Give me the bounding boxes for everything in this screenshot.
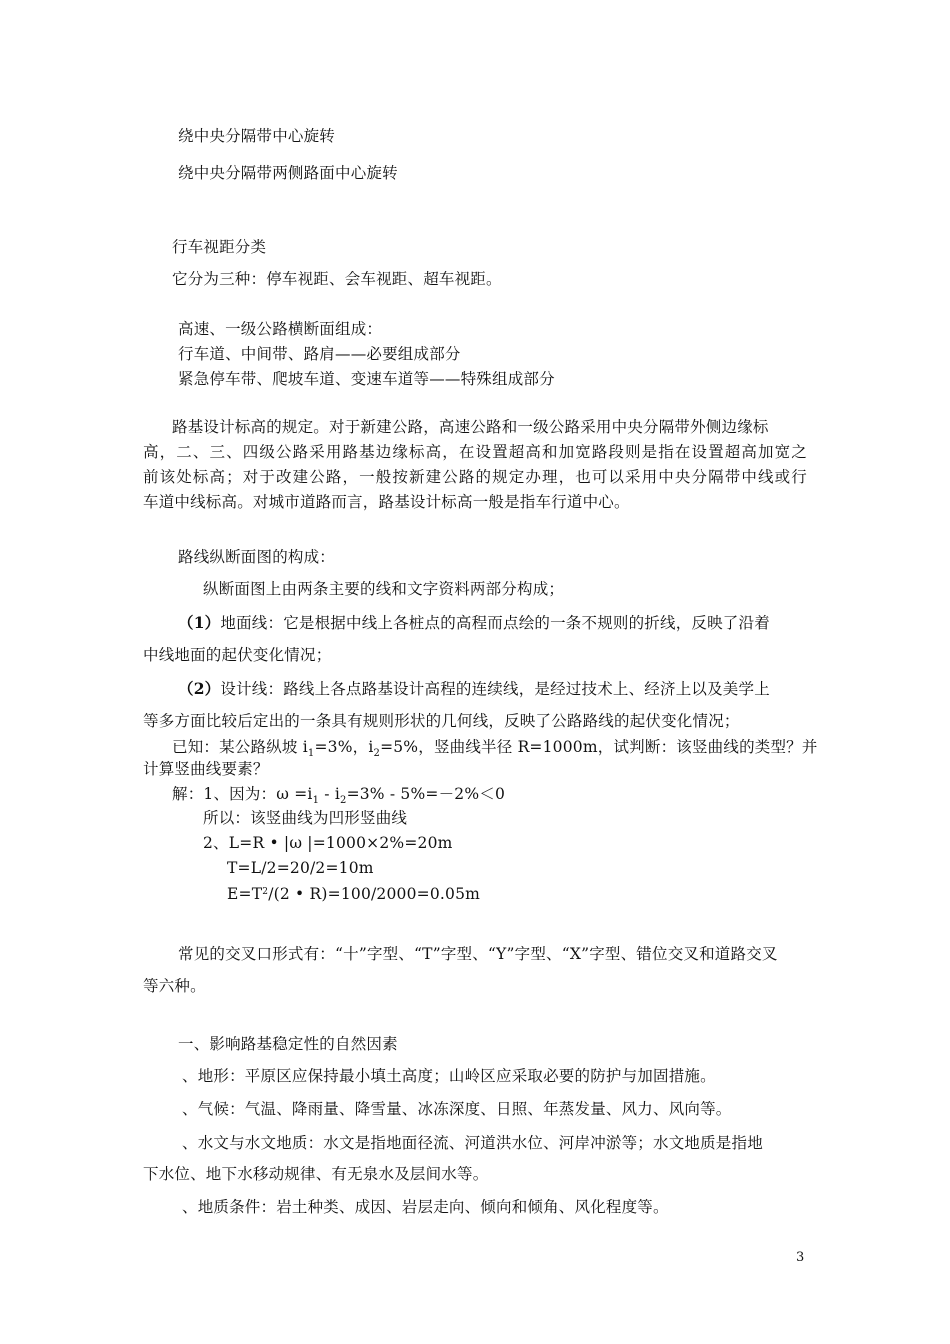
elevation-para-line-2: 高，二、三、四级公路采用路基边缘标高，在设置超高和加宽路段则是指在设置超高加宽之	[143, 443, 807, 461]
problem-given-line-2: 计算竖曲线要素？	[143, 760, 269, 778]
solution-text-a: 解：1、因为：ω =i	[172, 785, 313, 803]
elevation-para-line-3: 前该处标高；对于改建公路，一般按新建公路的规定办理，也可以采用中央分隔带中线或行	[143, 468, 807, 486]
design-line-text: 设计线：路线上各点路基设计高程的连续线，是经过技术上、经济上以及美学上	[220, 680, 770, 698]
solution-subscript-2: 2	[340, 795, 347, 806]
factor-terrain: 、地形：平原区应保持最小填土高度；山岭区应采取必要的防护与加固措施。	[182, 1067, 716, 1085]
given-text-a: 已知：某公路纵坡 i	[172, 738, 308, 756]
intersection-line-1: 常见的交叉口形式有：“十”字型、“T”字型、“Y”字型、“X”字型、错位交叉和道路交叉	[178, 945, 778, 963]
ground-line-para-2: 中线地面的起伏变化情况；	[143, 646, 332, 664]
solution-conclusion: 所以：该竖曲线为凹形竖曲线	[203, 809, 408, 827]
profile-intro: 纵断面图上由两条主要的线和文字资料两部分构成；	[203, 580, 565, 598]
given-subscript-1: 1	[307, 748, 315, 759]
given-text-b: =3%，i	[314, 738, 374, 756]
rotation-item-2: 绕中央分隔带两侧路面中心旋转	[178, 164, 398, 182]
ground-line-para-1	[178, 613, 770, 633]
elevation-para-line-1: 路基设计标高的规定。对于新建公路，高速公路和一级公路采用中央分隔带外侧边缘标	[172, 418, 769, 436]
factor-hydrology-line-2: 下水位、地下水移动规律、有无泉水及层间水等。	[143, 1165, 489, 1183]
design-line-para-2: 等多方面比较后定出的一条具有规则形状的几何线，反映了公路路线的起伏变化情况；	[143, 712, 740, 730]
solution-step-2: 2、L=R • |ω |=1000×2%=20m	[203, 834, 453, 852]
profile-heading: 路线纵断面图的构成：	[178, 548, 336, 566]
solution-text-c: =3% - 5%=－2%＜0	[346, 785, 506, 803]
ground-line-number: （1）	[178, 613, 221, 632]
sight-distance-heading: 行车视距分类	[172, 238, 267, 256]
problem-given-line-1	[172, 737, 818, 764]
external-superscript: 2	[262, 887, 269, 897]
given-text-c: =5%，竖曲线半径 R=1000m，试判断：该竖曲线的类型？并	[380, 738, 818, 756]
external-text-b: /(2 • R)=100/2000=0.05m	[268, 885, 481, 903]
factor-hydrology-line-1: 、水文与水文地质：水文是指地面径流、河道洪水位、河岸冲淤等；水文地质是指地	[182, 1134, 763, 1152]
solution-text-b: - i	[319, 785, 340, 803]
intersection-line-2: 等六种。	[143, 977, 206, 995]
page-number: 3	[796, 1250, 805, 1265]
design-line-number: （2）	[178, 679, 221, 698]
elevation-para-line-4: 车道中线标高。对城市道路而言，路基设计标高一般是指车行道中心。	[143, 493, 630, 511]
cross-section-line-1: 行车道、中间带、路肩——必要组成部分	[178, 345, 461, 363]
factor-geology: 、地质条件：岩土种类、成因、岩层走向、倾向和倾角、风化程度等。	[182, 1198, 669, 1216]
solution-line-1	[172, 784, 505, 811]
cross-section-heading: 高速、一级公路横断面组成：	[178, 320, 383, 338]
solution-external	[227, 882, 480, 904]
ground-line-text: 地面线：它是根据中线上各桩点的高程而点绘的一条不规则的折线，反映了沿着	[220, 614, 770, 632]
solution-subscript-1: 1	[312, 795, 320, 806]
factors-heading: 一、影响路基稳定性的自然因素	[178, 1035, 398, 1053]
sight-distance-body: 它分为三种：停车视距、会车视距、超车视距。	[172, 270, 502, 288]
external-text-a: E=T	[227, 885, 263, 903]
solution-tangent: T=L/2=20/2=10m	[227, 859, 374, 877]
given-subscript-2: 2	[373, 748, 381, 759]
design-line-para-1	[178, 679, 770, 699]
factor-climate: 、气候：气温、降雨量、降雪量、冰冻深度、日照、年蒸发量、风力、风向等。	[182, 1100, 732, 1118]
cross-section-line-2: 紧急停车带、爬坡车道、变速车道等——特殊组成部分	[178, 370, 555, 388]
rotation-item-1: 绕中央分隔带中心旋转	[178, 127, 336, 145]
